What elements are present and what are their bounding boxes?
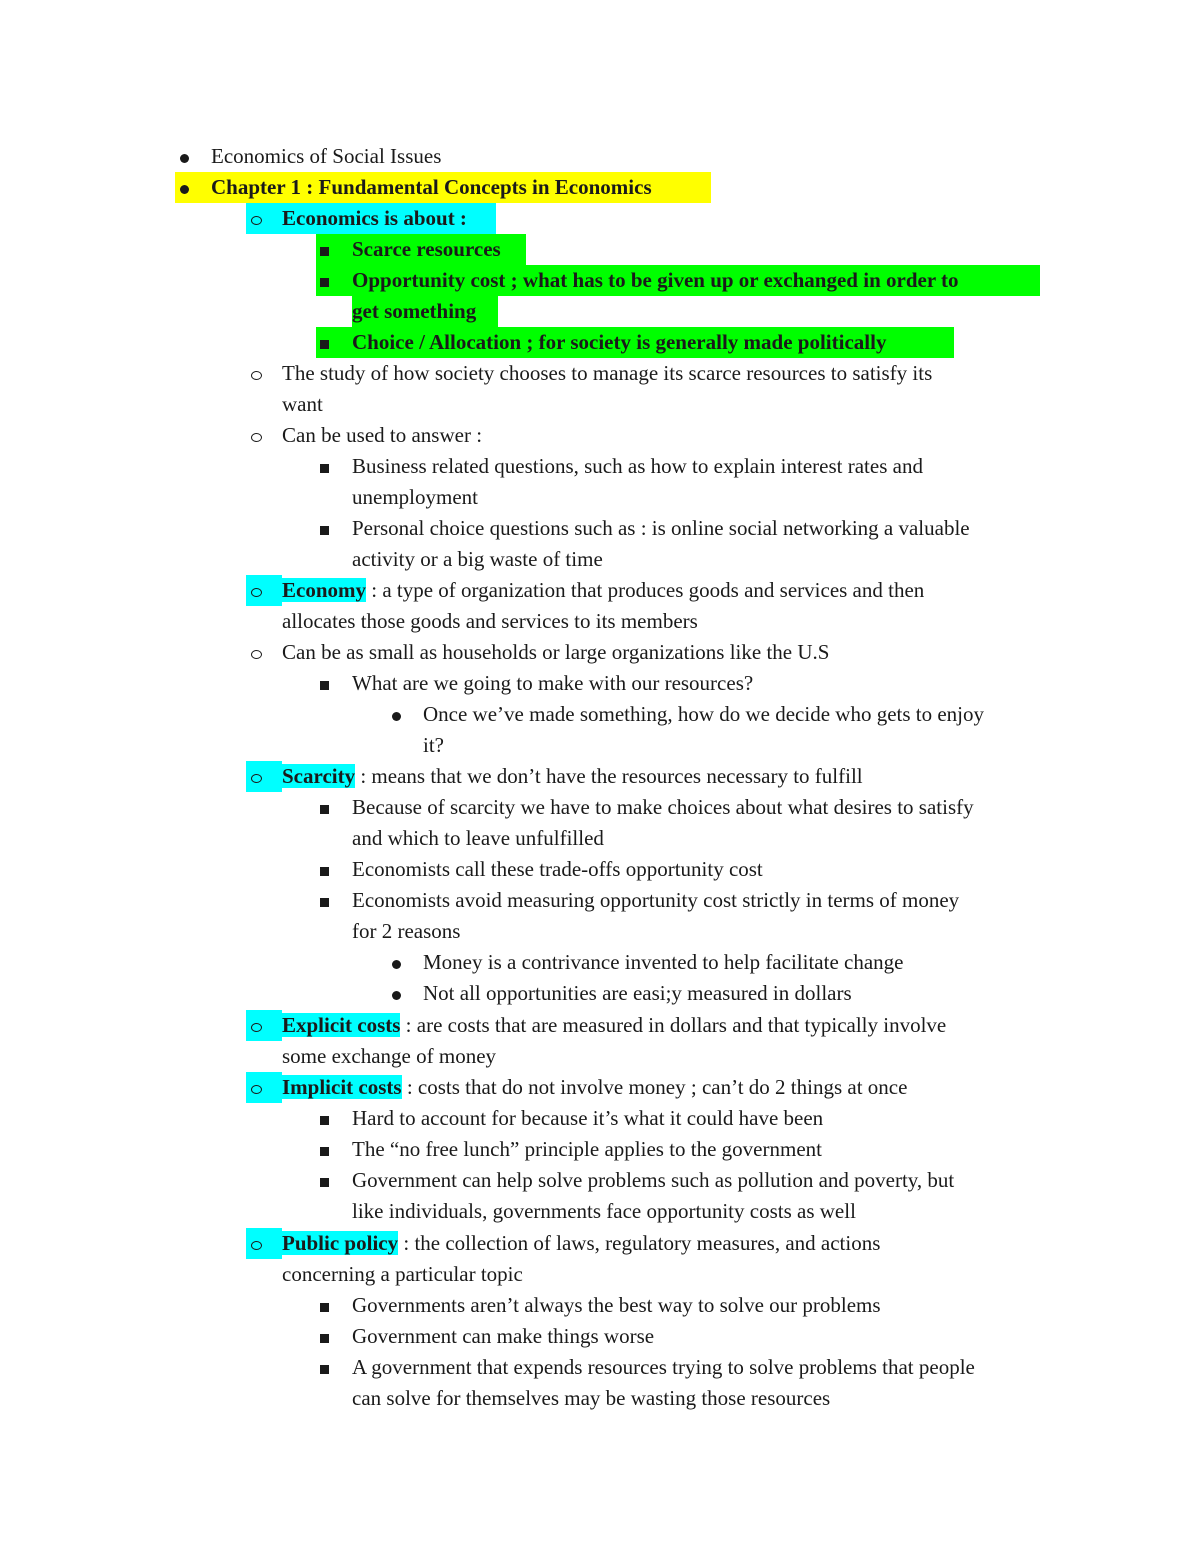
list-item xyxy=(246,203,496,234)
filled-square-bullet-icon xyxy=(316,1134,352,1165)
hollow-circle-bullet-icon xyxy=(246,358,282,389)
list-item-text: Personal choice questions such as : is online social networking a valuable xyxy=(352,516,970,540)
filled-square-bullet-icon xyxy=(316,1352,352,1383)
filled-circle-bullet-icon xyxy=(175,172,211,203)
filled-square-bullet-icon xyxy=(316,668,352,699)
hollow-circle-bullet-icon xyxy=(246,637,282,668)
list-item-text: Scarcity : means that we don’t have the resources necessary to fulfill xyxy=(282,764,863,788)
filled-square-bullet-icon xyxy=(316,265,352,296)
list-item-text: Economists call these trade-offs opportunity cost xyxy=(352,857,763,881)
filled-square-bullet-icon xyxy=(316,327,352,358)
chapter-heading xyxy=(175,172,711,203)
list-item-text: Choice / Allocation ; for society is generally made politically xyxy=(352,330,887,354)
filled-circle-bullet-icon xyxy=(387,699,423,730)
term-implicit-costs: Implicit costs xyxy=(282,1075,402,1099)
list-item-text: The study of how society chooses to manage its scarce resources to satisfy its xyxy=(282,361,933,385)
term-public-policy: Public policy xyxy=(282,1231,399,1255)
list-item-text: Scarce resources xyxy=(352,237,501,261)
filled-square-bullet-icon xyxy=(316,854,352,885)
list-item-text: The “no free lunch” principle applies to the government xyxy=(352,1137,822,1161)
list-item-text: Business related questions, such as how to explain interest rates and xyxy=(352,454,923,478)
hollow-circle-bullet-icon xyxy=(246,761,282,792)
hollow-circle-bullet-icon xyxy=(246,575,282,606)
filled-square-bullet-icon xyxy=(316,451,352,482)
term-explicit-costs: Explicit costs xyxy=(282,1013,401,1037)
filled-square-bullet-icon xyxy=(316,1321,352,1352)
list-item xyxy=(316,234,526,265)
list-item-text: Public policy : the collection of laws, regulatory measures, and actions xyxy=(282,1231,881,1255)
list-item-text: Economy : a type of organization that produces goods and services and then xyxy=(282,578,925,602)
list-item-text: Can be as small as households or large organizations like the U.S xyxy=(282,640,830,664)
list-item-text: Economics is about : xyxy=(282,206,467,230)
filled-square-bullet-icon xyxy=(316,513,352,544)
list-item-text: Not all opportunities are easi;y measured in dollars xyxy=(423,981,852,1005)
list-item-text: Once we’ve made something, how do we decide who gets to enjoy xyxy=(423,702,985,726)
filled-square-bullet-icon xyxy=(316,1165,352,1196)
hollow-circle-bullet-icon xyxy=(246,1072,282,1103)
list-item-continuation: get something xyxy=(352,296,498,327)
filled-square-bullet-icon xyxy=(316,1103,352,1134)
filled-square-bullet-icon xyxy=(316,234,352,265)
term-scarcity: Scarcity xyxy=(282,764,356,788)
list-item-text: Government can make things worse xyxy=(352,1324,655,1348)
hollow-circle-bullet-icon xyxy=(246,1010,282,1041)
list-item-text: A government that expends resources trying to solve problems that people xyxy=(352,1355,975,1379)
list-item-text: Opportunity cost ; what has to be given up or exchanged in order to xyxy=(352,268,959,292)
list-item-text: Governments aren’t always the best way to solve our problems xyxy=(352,1293,881,1317)
filled-square-bullet-icon xyxy=(316,792,352,823)
chapter-title: Chapter 1 : Fundamental Concepts in Economics xyxy=(211,175,652,199)
filled-square-bullet-icon xyxy=(316,1290,352,1321)
filled-circle-bullet-icon xyxy=(387,947,423,978)
filled-circle-bullet-icon xyxy=(175,141,211,172)
list-item-text: What are we going to make with our resources? xyxy=(352,671,754,695)
hollow-circle-bullet-icon xyxy=(246,203,282,234)
hollow-circle-bullet-icon xyxy=(246,1228,282,1259)
list-item-text: Government can help solve problems such as pollution and poverty, but xyxy=(352,1168,955,1192)
list-item xyxy=(316,265,1040,296)
list-item-text: Money is a contrivance invented to help facilitate change xyxy=(423,950,904,974)
list-item xyxy=(316,327,954,358)
list-item-text: Explicit costs : are costs that are measured in dollars and that typically involve xyxy=(282,1013,947,1037)
list-item-text: Hard to account for because it’s what it could have been xyxy=(352,1106,824,1130)
list-item-text: Because of scarcity we have to make choices about what desires to satisfy xyxy=(352,795,974,819)
list-item-text: Implicit costs : costs that do not involve money ; can’t do 2 things at once xyxy=(282,1075,908,1099)
list-item-text: Economists avoid measuring opportunity cost strictly in terms of money xyxy=(352,888,960,912)
list-item-text: Can be used to answer : xyxy=(282,423,483,447)
filled-circle-bullet-icon xyxy=(387,978,423,1009)
list-item-text: Economics of Social Issues xyxy=(211,144,442,168)
filled-square-bullet-icon xyxy=(316,885,352,916)
hollow-circle-bullet-icon xyxy=(246,420,282,451)
term-economy: Economy xyxy=(282,578,366,602)
